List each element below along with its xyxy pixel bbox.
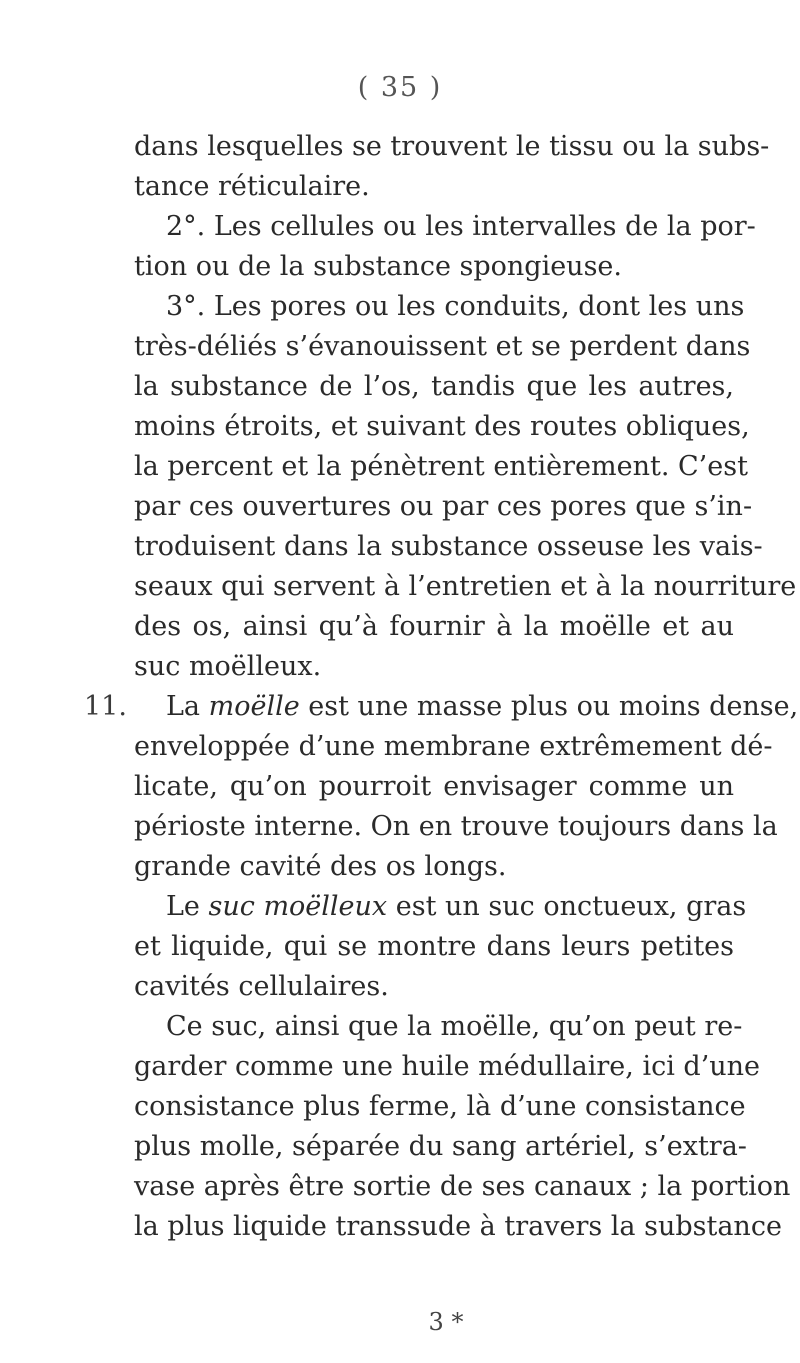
text-line: seaux qui servent à l’entretien et à la nourriture (134, 571, 797, 602)
text-line: périoste interne. On en trouve toujours dans la (134, 811, 778, 842)
text-line: suc moëlleux. (134, 651, 322, 682)
text-line: 2°. Les cellules ou les intervalles de la por- (166, 211, 756, 242)
italic-term: suc moëlleux (208, 891, 388, 922)
text-line: 3°. Les pores ou les conduits, dont les uns (166, 291, 745, 322)
text-line: très-déliés s’évanouissent et se perdent dans (134, 331, 751, 362)
text-line: tance réticulaire. (134, 171, 370, 202)
text-line: Le suc moëlleux est un suc onctueux, gras (166, 891, 747, 922)
signature-mark: 3 * (428, 1308, 464, 1336)
text-line: troduisent dans la substance osseuse les vais- (134, 531, 763, 562)
paragraph-number: 11. (84, 691, 127, 722)
text-line: tion ou de la substance spongieuse. (134, 251, 622, 282)
text-line: Ce suc, ainsi que la moëlle, qu’on peut re- (166, 1011, 743, 1042)
text-line: la plus liquide transsude à travers la substance (134, 1211, 782, 1242)
page-header: ( 35 ) (357, 72, 443, 103)
text-line: plus molle, séparée du sang artériel, s’extra- (134, 1131, 747, 1162)
text-line: licate, qu’on pourroit envisager comme un (134, 771, 734, 802)
text-line: la percent et la pénètrent entièrement. C’est (134, 451, 748, 482)
text-line: enveloppée d’une membrane extrêmement dé- (134, 731, 773, 762)
text-line: la substance de l’os, tandis que les autres, (134, 371, 734, 402)
text-line: des os, ainsi qu’à fournir à la moëlle et au (134, 611, 734, 642)
text-line: La moëlle est une masse plus ou moins dense, (166, 691, 799, 722)
text-line: et liquide, qui se montre dans leurs petites (134, 931, 734, 962)
text-line: par ces ouvertures ou par ces pores que s’in- (134, 491, 753, 522)
italic-term: moëlle (208, 691, 300, 722)
text-line: grande cavité des os longs. (134, 851, 507, 882)
text-line: garder comme une huile médullaire, ici d’une (134, 1051, 761, 1082)
text-line: consistance plus ferme, là d’une consistance (134, 1091, 746, 1122)
text-line: dans lesquelles se trouvent le tissu ou la subs- (134, 131, 770, 162)
text-line: vase après être sortie de ses canaux ; la portion (134, 1171, 791, 1202)
text-line: cavités cellulaires. (134, 971, 389, 1002)
text-line: moins étroits, et suivant des routes obliques, (134, 411, 750, 442)
